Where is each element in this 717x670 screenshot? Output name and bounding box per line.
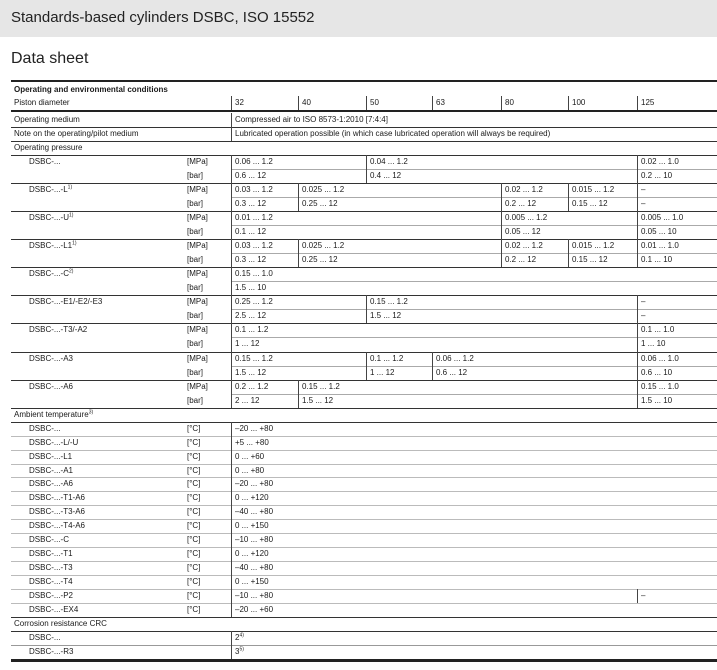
column-divider [231,589,232,603]
piston-diameter-100: 100 [572,97,586,107]
pressure-variant-name: DSBC-...-T3/-A2 [29,325,88,335]
pressure-value-bar: 1.5 ... 12 [370,311,402,321]
column-divider [637,183,638,211]
column-divider [231,352,232,380]
pressure-value-bar: 1.5 ... 10 [641,395,673,405]
piston-diameter-63: 63 [436,97,445,107]
pressure-value-bar: 0.15 ... 12 [572,198,608,208]
header-banner [0,0,717,37]
unit-mpa: [MPa] [187,381,208,391]
pressure-value-mpa: 0.25 ... 1.2 [235,297,273,307]
column-divider [637,352,638,380]
column-divider [501,211,502,239]
unit-celsius: [°C] [187,451,201,461]
pressure-variant-name: DSBC-...-E1/-E2/-E3 [29,297,103,307]
column-divider [568,96,569,110]
footnote-ref: 1) [72,240,77,247]
pressure-value-bar: 0.25 ... 12 [302,255,338,265]
column-divider [501,239,502,267]
pressure-row-mpa [11,183,717,197]
pressure-value-bar: 2 ... 12 [235,395,260,405]
pressure-value-mpa: 0.015 ... 1.2 [572,241,615,251]
pressure-value-mpa: 0.025 ... 1.2 [302,184,345,194]
ambient-value: –20 ... +60 [235,604,274,614]
pressure-variant-name: DSBC-...-A6 [29,381,74,391]
ambient-value: –40 ... +80 [235,507,274,517]
unit-celsius: [°C] [187,562,201,572]
pressure-value-bar: 0.3 ... 12 [235,198,267,208]
section-title: Operating and environmental conditions [14,85,168,94]
unit-celsius: [°C] [187,535,201,545]
unit-mpa: [MPa] [187,325,208,335]
column-divider [231,380,232,408]
pressure-value-bar: – [641,311,646,321]
ambient-variant-name: DSBC-...-T4 [29,576,73,586]
ambient-row [11,422,717,436]
pressure-value-mpa: 0.03 ... 1.2 [235,241,273,251]
corrosion-row [11,645,717,659]
column-divider [637,96,638,110]
column-divider [231,183,232,211]
pressure-value-bar: 0.1 ... 12 [235,227,267,237]
pressure-row-bar [11,366,717,380]
piston-diameter-80: 80 [505,97,514,107]
pressure-row-bar [11,281,717,295]
pressure-value-bar: 0.3 ... 12 [235,255,267,265]
ambient-value: 0 ... +60 [235,451,265,461]
pressure-value-bar: – [641,198,646,208]
pressure-value-bar: 0.2 ... 12 [505,198,537,208]
unit-bar: [bar] [187,311,204,321]
pressure-value-bar: 0.6 ... 12 [436,367,468,377]
pressure-value-mpa: 0.02 ... 1.2 [505,184,543,194]
corrosion-value: 3$^{5)}$ [235,645,244,656]
pressure-value-mpa: 0.06 ... 1.2 [235,156,273,166]
pressure-row-bar [11,309,717,323]
ambient-value: 0 ... +80 [235,465,265,475]
pressure-value-mpa: 0.1 ... 1.2 [370,353,404,363]
pressure-row-bar [11,169,717,183]
pressure-row-mpa [11,211,717,225]
column-divider [637,295,638,323]
unit-bar: [bar] [187,198,204,208]
pressure-value-mpa: 0.15 ... 1.2 [302,381,340,391]
column-divider [501,96,502,110]
pressure-value-mpa: 0.06 ... 1.2 [436,353,474,363]
pressure-variant-name: DSBC-$...-U^{1)}$ [29,212,74,223]
ambient-row [11,603,717,617]
ambient-temperature-row [11,408,717,422]
ambient-variant-name: DSBC-...-A1 [29,465,74,475]
ambient-row [11,436,717,450]
unit-celsius: [°C] [187,590,201,600]
unit-celsius: [°C] [187,604,201,614]
column-divider [298,380,299,408]
footnote-ref: 4) [239,631,244,638]
corrosion-value: 2$^{4)}$ [235,631,244,642]
ambient-row [11,477,717,491]
column-divider [231,211,232,239]
footnote-ref: 1) [67,184,73,191]
ambient-temperature-label: Ambient temperature$^{3)}$ [14,409,94,419]
unit-mpa: [MPa] [187,353,208,363]
pressure-value-bar: 1.5 ... 12 [302,395,334,405]
ambient-value: 0 ... +120 [235,548,269,558]
pressure-variant-name: DSBC-...-L1$^{1)}$ [29,240,77,251]
pressure-value-bar: 1 ... 12 [370,367,395,377]
pressure-value-bar: 1 ... 12 [235,339,260,349]
unit-celsius: [°C] [187,437,201,447]
pressure-value-bar: 0.2 ... 10 [641,170,673,180]
ambient-variant-name: DSBC-...-P2 [29,590,74,600]
pressure-row-mpa [11,239,717,253]
ambient-value: +5 ... +80 [235,437,269,447]
ambient-variant-name: DSBC-...-T3-A6 [29,507,86,517]
pressure-value-bar: 1.5 ... 10 [235,283,267,293]
column-divider [637,239,638,267]
piston-diameter-label: Piston diameter [14,97,70,107]
operating-medium-value: Compressed air to ISO 8573-1:2010 [7:4:4] [235,114,388,124]
unit-bar: [bar] [187,339,204,349]
column-divider [501,183,502,211]
pressure-value-bar: 0.6 ... 12 [235,170,267,180]
column-divider [298,183,299,211]
unit-celsius: [°C] [187,465,201,475]
column-divider [231,113,232,127]
pressure-value-mpa: 0.02 ... 1.2 [505,241,543,251]
ambient-extra-value: – [641,590,646,600]
ambient-row [11,450,717,464]
footnote-ref: 3) [88,409,94,416]
column-divider [568,239,569,267]
column-divider [298,239,299,267]
operating-pressure-label: Operating pressure [14,142,83,152]
column-divider [231,127,232,141]
ambient-variant-name: DSBC-...-T4-A6 [29,521,86,531]
column-divider [231,267,232,295]
pressure-row-mpa [11,155,717,169]
unit-bar: [bar] [187,170,204,180]
column-divider [432,96,433,110]
ambient-variant-name: DSBC-...-T1-A6 [29,493,86,503]
ambient-value: 0 ... +150 [235,521,269,531]
column-divider [568,183,569,211]
column-divider [231,96,232,110]
unit-bar: [bar] [187,255,204,265]
pressure-value-mpa: 0.02 ... 1.0 [641,156,679,166]
pressure-value-bar: 0.05 ... 12 [505,227,541,237]
pressure-value-mpa: 0.15 ... 1.0 [641,381,679,391]
pressure-value-mpa: – [641,297,646,307]
pressure-value-bar: 0.05 ... 10 [641,227,677,237]
pressure-value-mpa: 0.04 ... 1.2 [370,156,408,166]
unit-celsius: [°C] [187,521,201,531]
piston-diameter-row [11,96,717,110]
unit-celsius: [°C] [187,423,201,433]
pressure-value-mpa: 0.15 ... 1.0 [235,269,273,279]
unit-mpa: [MPa] [187,184,208,194]
ambient-variant-name: DSBC-...-C [29,535,69,545]
column-divider [231,155,232,183]
unit-mpa: [MPa] [187,156,208,166]
pressure-value-bar: 1.5 ... 12 [235,367,267,377]
unit-celsius: [°C] [187,479,201,489]
ambient-row [11,491,717,505]
pressure-row-bar [11,253,717,267]
operating-medium-row [11,113,717,127]
pressure-value-bar: 0.4 ... 12 [370,170,402,180]
note-row [11,127,717,141]
column-divider [231,450,232,464]
pressure-variant-name: DSBC-$...-L^{1)}$ [29,184,73,194]
piston-diameter-32: 32 [235,97,244,107]
pressure-row-mpa [11,267,717,281]
ambient-value: –20 ... +80 [235,479,274,489]
unit-bar: [bar] [187,395,204,405]
column-divider [231,519,232,533]
footnote-ref: 5) [239,645,244,652]
unit-mpa: [MPa] [187,213,208,223]
unit-mpa: [MPa] [187,241,208,251]
pressure-value-mpa: 0.1 ... 1.0 [641,325,675,335]
ambient-variant-name: DSBC-...-T1 [29,548,73,558]
pressure-value-mpa: 0.005 ... 1.0 [641,213,684,223]
operating-medium-label: Operating medium [14,114,80,124]
ambient-value: –10 ... +80 [235,535,274,545]
ambient-row [11,589,717,603]
corrosion-resistance-row [11,617,717,631]
ambient-value: 0 ... +120 [235,493,269,503]
pressure-row-bar [11,197,717,211]
unit-bar: [bar] [187,283,204,293]
column-divider [231,603,232,617]
pressure-row-bar [11,394,717,408]
ambient-value: –10 ... +80 [235,590,274,600]
column-divider [366,96,367,110]
pressure-variant-name: DSBC-$...-C^{2)}$ [29,268,74,279]
unit-bar: [bar] [187,227,204,237]
pressure-value-mpa: 0.005 ... 1.2 [505,213,548,223]
column-divider [231,631,232,645]
pressure-value-mpa: 0.01 ... 1.0 [641,241,679,251]
pressure-value-mpa: 0.015 ... 1.2 [572,184,615,194]
operating-pressure-row [11,141,717,155]
pressure-value-bar: 0.6 ... 10 [641,367,673,377]
ambient-row [11,519,717,533]
pressure-value-bar: 1 ... 10 [641,339,666,349]
column-divider [366,295,367,323]
column-divider [637,589,638,603]
ambient-variant-name: DSBC-...-EX4 [29,604,79,614]
pressure-value-mpa: 0.1 ... 1.2 [235,325,269,335]
pressure-value-mpa: – [641,184,646,194]
data-sheet-table [11,80,717,665]
piston-diameter-125: 125 [641,97,655,107]
unit-bar: [bar] [187,367,204,377]
footnote-ref: 1) [69,212,74,219]
corrosion-variant-name: DSBC-... [29,632,61,642]
column-divider [231,575,232,589]
unit-celsius: [°C] [187,576,201,586]
pressure-row-mpa [11,295,717,309]
pressure-value-bar: 0.15 ... 12 [572,255,608,265]
column-divider [231,323,232,351]
piston-diameter-40: 40 [302,97,311,107]
unit-celsius: [°C] [187,548,201,558]
ambient-value: –40 ... +80 [235,562,274,572]
table-bottom-rule [11,659,717,662]
column-divider [637,211,638,239]
footnote-ref: 2) [69,268,74,275]
pressure-value-mpa: 0.2 ... 1.2 [235,381,269,391]
note-label: Note on the operating/pilot medium [14,128,139,138]
corrosion-row [11,631,717,645]
ambient-row [11,547,717,561]
column-divider [231,295,232,323]
column-divider [432,352,433,380]
column-divider [366,155,367,183]
pressure-value-mpa: 0.03 ... 1.2 [235,184,273,194]
pressure-value-mpa: 0.01 ... 1.2 [235,213,273,223]
ambient-row [11,505,717,519]
column-divider [231,436,232,450]
pressure-value-bar: 0.2 ... 12 [505,255,537,265]
pressure-value-bar: 0.1 ... 10 [641,255,673,265]
unit-mpa: [MPa] [187,297,208,307]
column-divider [637,380,638,408]
pressure-value-mpa: 0.15 ... 1.2 [370,297,408,307]
pressure-row-bar [11,337,717,351]
ambient-value: 0 ... +150 [235,576,269,586]
corrosion-variant-name: DSBC-...-R3 [29,646,74,656]
pressure-row-mpa [11,323,717,337]
column-divider [231,491,232,505]
column-divider [231,239,232,267]
ambient-variant-name: DSBC-...-A6 [29,479,74,489]
pressure-row-bar [11,225,717,239]
ambient-row [11,561,717,575]
column-divider [231,477,232,491]
table-top-rule [11,80,717,82]
header-rule [11,110,717,112]
column-divider [231,505,232,519]
pressure-value-mpa: 0.025 ... 1.2 [302,241,345,251]
pressure-value-mpa: 0.06 ... 1.0 [641,353,679,363]
column-divider [298,96,299,110]
sheet-title: Data sheet [11,50,89,67]
pressure-value-mpa: 0.15 ... 1.2 [235,353,273,363]
pressure-row-mpa [11,380,717,394]
column-divider [231,561,232,575]
column-divider [637,155,638,183]
pressure-variant-name: DSBC-...-A3 [29,353,74,363]
column-divider [231,645,232,659]
ambient-row [11,533,717,547]
ambient-value: –20 ... +80 [235,423,274,433]
ambient-variant-name: DSBC-... [29,423,61,433]
corrosion-resistance-label: Corrosion resistance CRC [14,618,107,628]
banner-title: Standards-based cylinders DSBC, ISO 15552 [11,9,315,26]
unit-celsius: [°C] [187,507,201,517]
unit-celsius: [°C] [187,493,201,503]
pressure-variant-name: DSBC-... [29,156,61,166]
ambient-row [11,464,717,478]
column-divider [637,323,638,351]
ambient-variant-name: DSBC-...-L1 [29,451,73,461]
piston-diameter-50: 50 [370,97,379,107]
unit-mpa: [MPa] [187,269,208,279]
pressure-value-bar: 2.5 ... 12 [235,311,267,321]
column-divider [366,352,367,380]
pressure-row-mpa [11,352,717,366]
ambient-variant-name: DSBC-...-T3 [29,562,73,572]
column-divider [231,533,232,547]
column-divider [231,464,232,478]
ambient-row [11,575,717,589]
column-divider [231,547,232,561]
pressure-value-bar: 0.25 ... 12 [302,198,338,208]
ambient-variant-name: DSBC-...-L/-U [29,437,79,447]
column-divider [231,422,232,436]
note-value: Lubricated operation possible (in which case lubricated operation will always be required) [235,128,551,138]
